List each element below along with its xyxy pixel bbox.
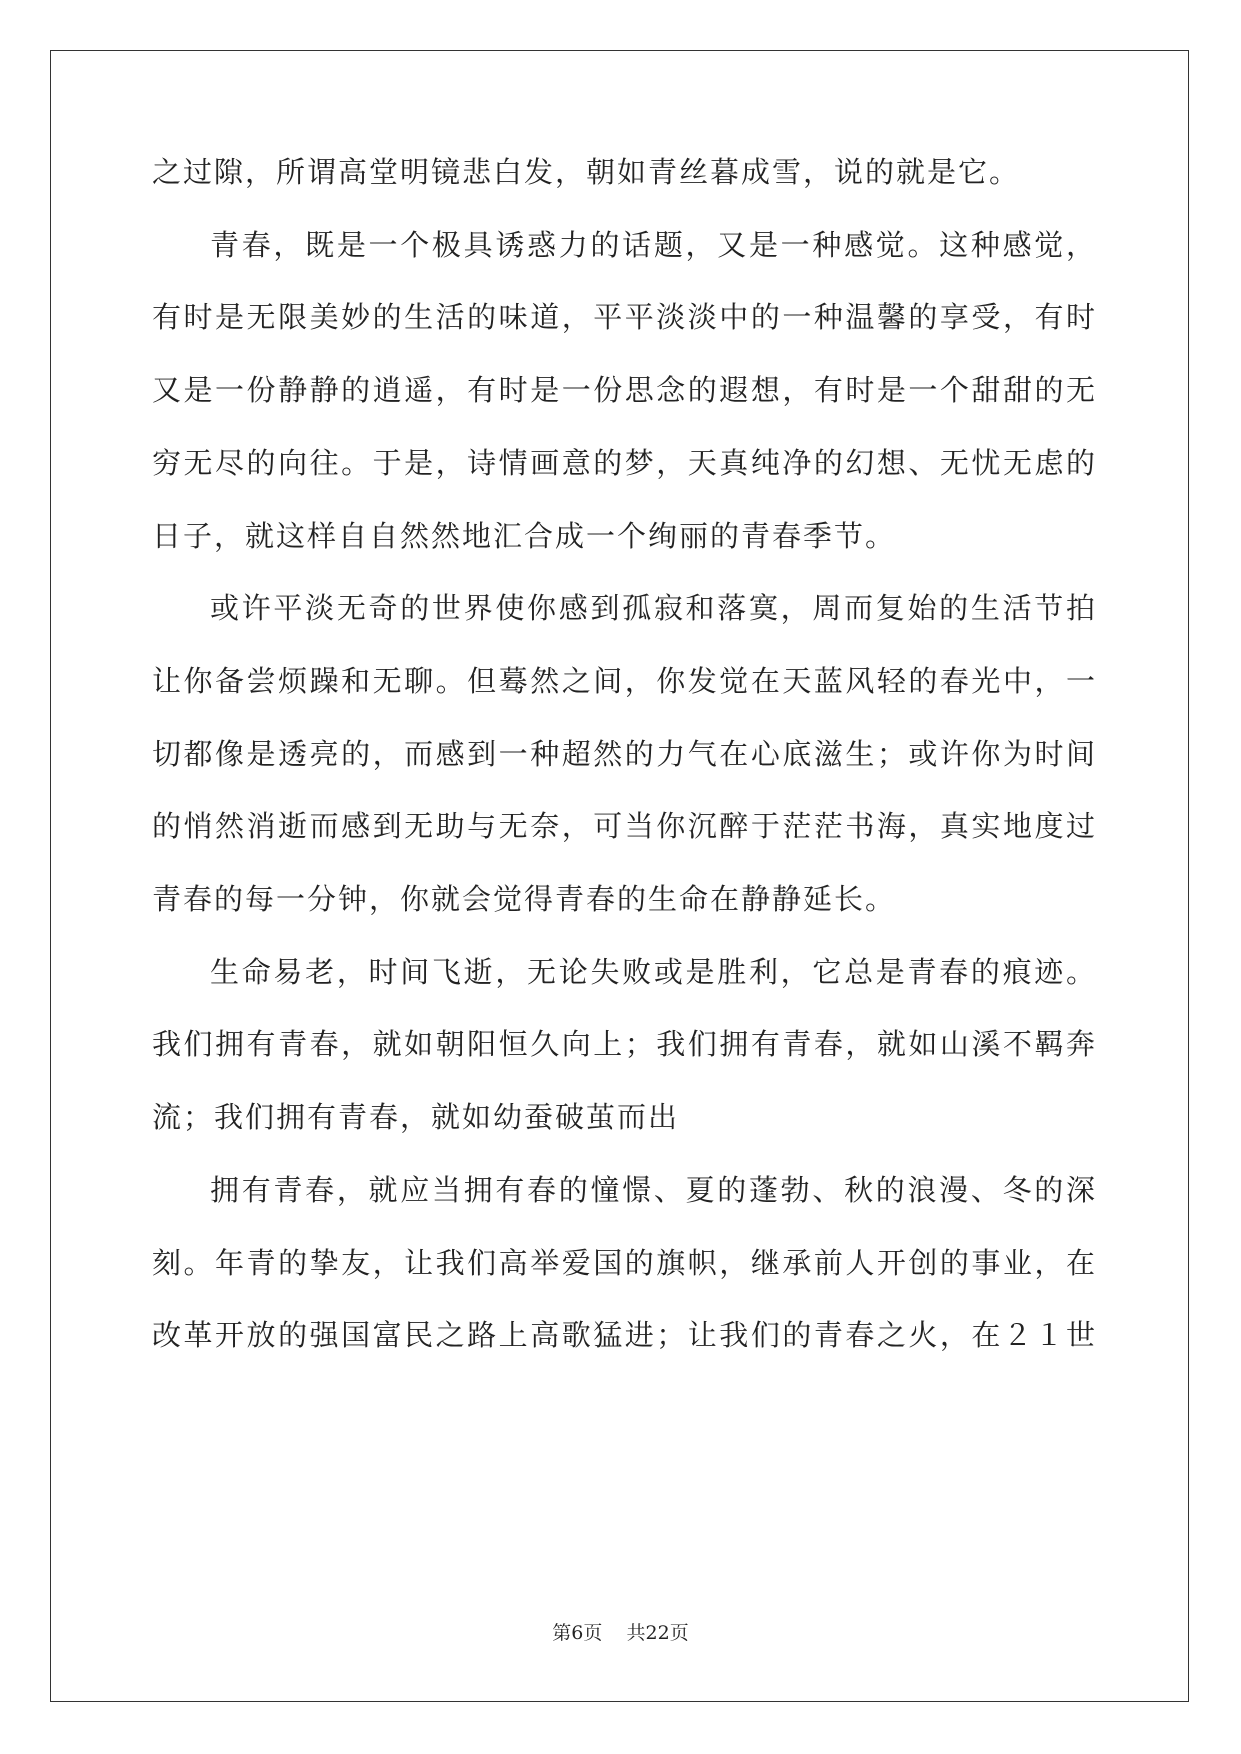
text-line: 刻。年青的挚友，让我们高举爱国的旗帜，继承前人开创的事业，在 — [152, 1245, 1097, 1280]
text-line: 穷无尽的向往。于是，诗情画意的梦，天真纯净的幻想、无忧无虑的 — [152, 445, 1097, 480]
text-line: 的悄然消逝而感到无助与无奈，可当你沉醉于茫茫书海，真实地度过 — [152, 809, 1097, 844]
text-line: 切都像是透亮的，而感到一种超然的力气在心底滋生；或许你为时间 — [152, 736, 1097, 771]
paragraph-start-line: 生命易老，时间飞逝，无论失败或是胜利，它总是青春的痕迹。 — [210, 954, 1097, 989]
text-line: 改革开放的强国富民之路上高歌猛进；让我们的青春之火，在２１世 — [152, 1318, 1097, 1353]
text-line: 流；我们拥有青春，就如幼蚕破茧而出 — [152, 1100, 680, 1135]
text-line: 青春的每一分钟，你就会觉得青春的生命在静静延长。 — [152, 882, 897, 916]
paragraph-start-line: 拥有青春，就应当拥有春的憧憬、夏的蓬勃、秋的浪漫、冬的深 — [210, 1172, 1097, 1207]
page-total: 共22页 — [626, 1622, 689, 1644]
paragraph-start-line: 或许平淡无奇的世界使你感到孤寂和落寞，周而复始的生活节拍 — [210, 591, 1097, 626]
paragraph-start-line: 青春，既是一个极具诱惑力的话题，又是一种感觉。这种感觉， — [210, 227, 1097, 262]
text-line: 之过隙，所谓高堂明镜悲白发，朝如青丝暮成雪，说的就是它。 — [152, 155, 1021, 189]
text-line: 我们拥有青春，就如朝阳恒久向上；我们拥有青春，就如山溪不羁奔 — [152, 1027, 1097, 1062]
page-number: 第6页 — [552, 1622, 603, 1644]
page-footer — [0, 1618, 1241, 1645]
text-line: 日子，就这样自自然然地汇合成一个绚丽的青春季节。 — [152, 518, 897, 553]
text-line: 有时是无限美妙的生活的味道，平平淡淡中的一种温馨的享受，有时 — [152, 300, 1097, 335]
text-line: 让你备尝烦躁和无聊。但蓦然之间，你发觉在天蓝风轻的春光中，一 — [152, 663, 1097, 698]
text-line: 又是一份静静的逍遥，有时是一份思念的遐想，有时是一个甜甜的无 — [152, 373, 1097, 408]
